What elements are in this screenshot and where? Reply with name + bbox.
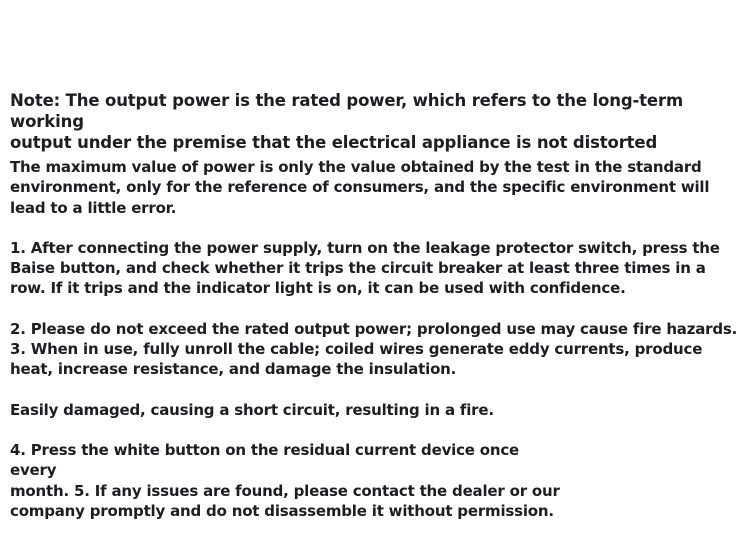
steps-4-5-line: company promptly and do not disassemble it without permission. — [10, 501, 554, 520]
steps-4-5-paragraph — [10, 440, 570, 521]
steps-2-3-line: 3. When in use, fully unroll the cable; coiled wires generate eddy currents, produce — [10, 340, 703, 359]
step-1-line: Baise button, and check whether it trips the circuit breaker at least three times in a — [10, 259, 706, 278]
step-1-line: 1. After connecting the power supply, turn on the leakage protector switch, press the — [10, 238, 720, 257]
step-1-paragraph — [10, 238, 746, 299]
max-power-line: lead to a little error. — [10, 198, 177, 217]
steps-4-5-line: 4. Press the white button on the residual current device once every — [10, 440, 520, 480]
note-section — [10, 90, 746, 153]
note-line-2: output under the premise that the electrical appliance is not distorted — [10, 133, 658, 152]
step-1-line: row. If it trips and the indicator light is on, it can be used with confidence. — [10, 279, 626, 298]
max-power-line: The maximum value of power is only the value obtained by the test in the standard — [10, 158, 702, 176]
note-line-1: Note: The output power is the rated power, which refers to the long-term working — [10, 91, 683, 131]
warning-line: Easily damaged, causing a short circuit, resulting in a fire. — [10, 400, 494, 419]
steps-4-5-line: month. 5. If any issues are found, please contact the dealer or our — [10, 481, 560, 500]
max-power-paragraph — [10, 157, 746, 218]
steps-2-3-line: heat, increase resistance, and damage the insulation. — [10, 360, 457, 379]
max-power-line: environment, only for the reference of consumers, and the specific environment will — [10, 178, 710, 197]
instructions-document — [10, 90, 746, 521]
warning-paragraph — [10, 400, 746, 420]
steps-2-3-paragraph — [10, 319, 746, 380]
steps-2-3-line: 2. Please do not exceed the rated output power; prolonged use may cause fire hazards. — [10, 319, 738, 338]
